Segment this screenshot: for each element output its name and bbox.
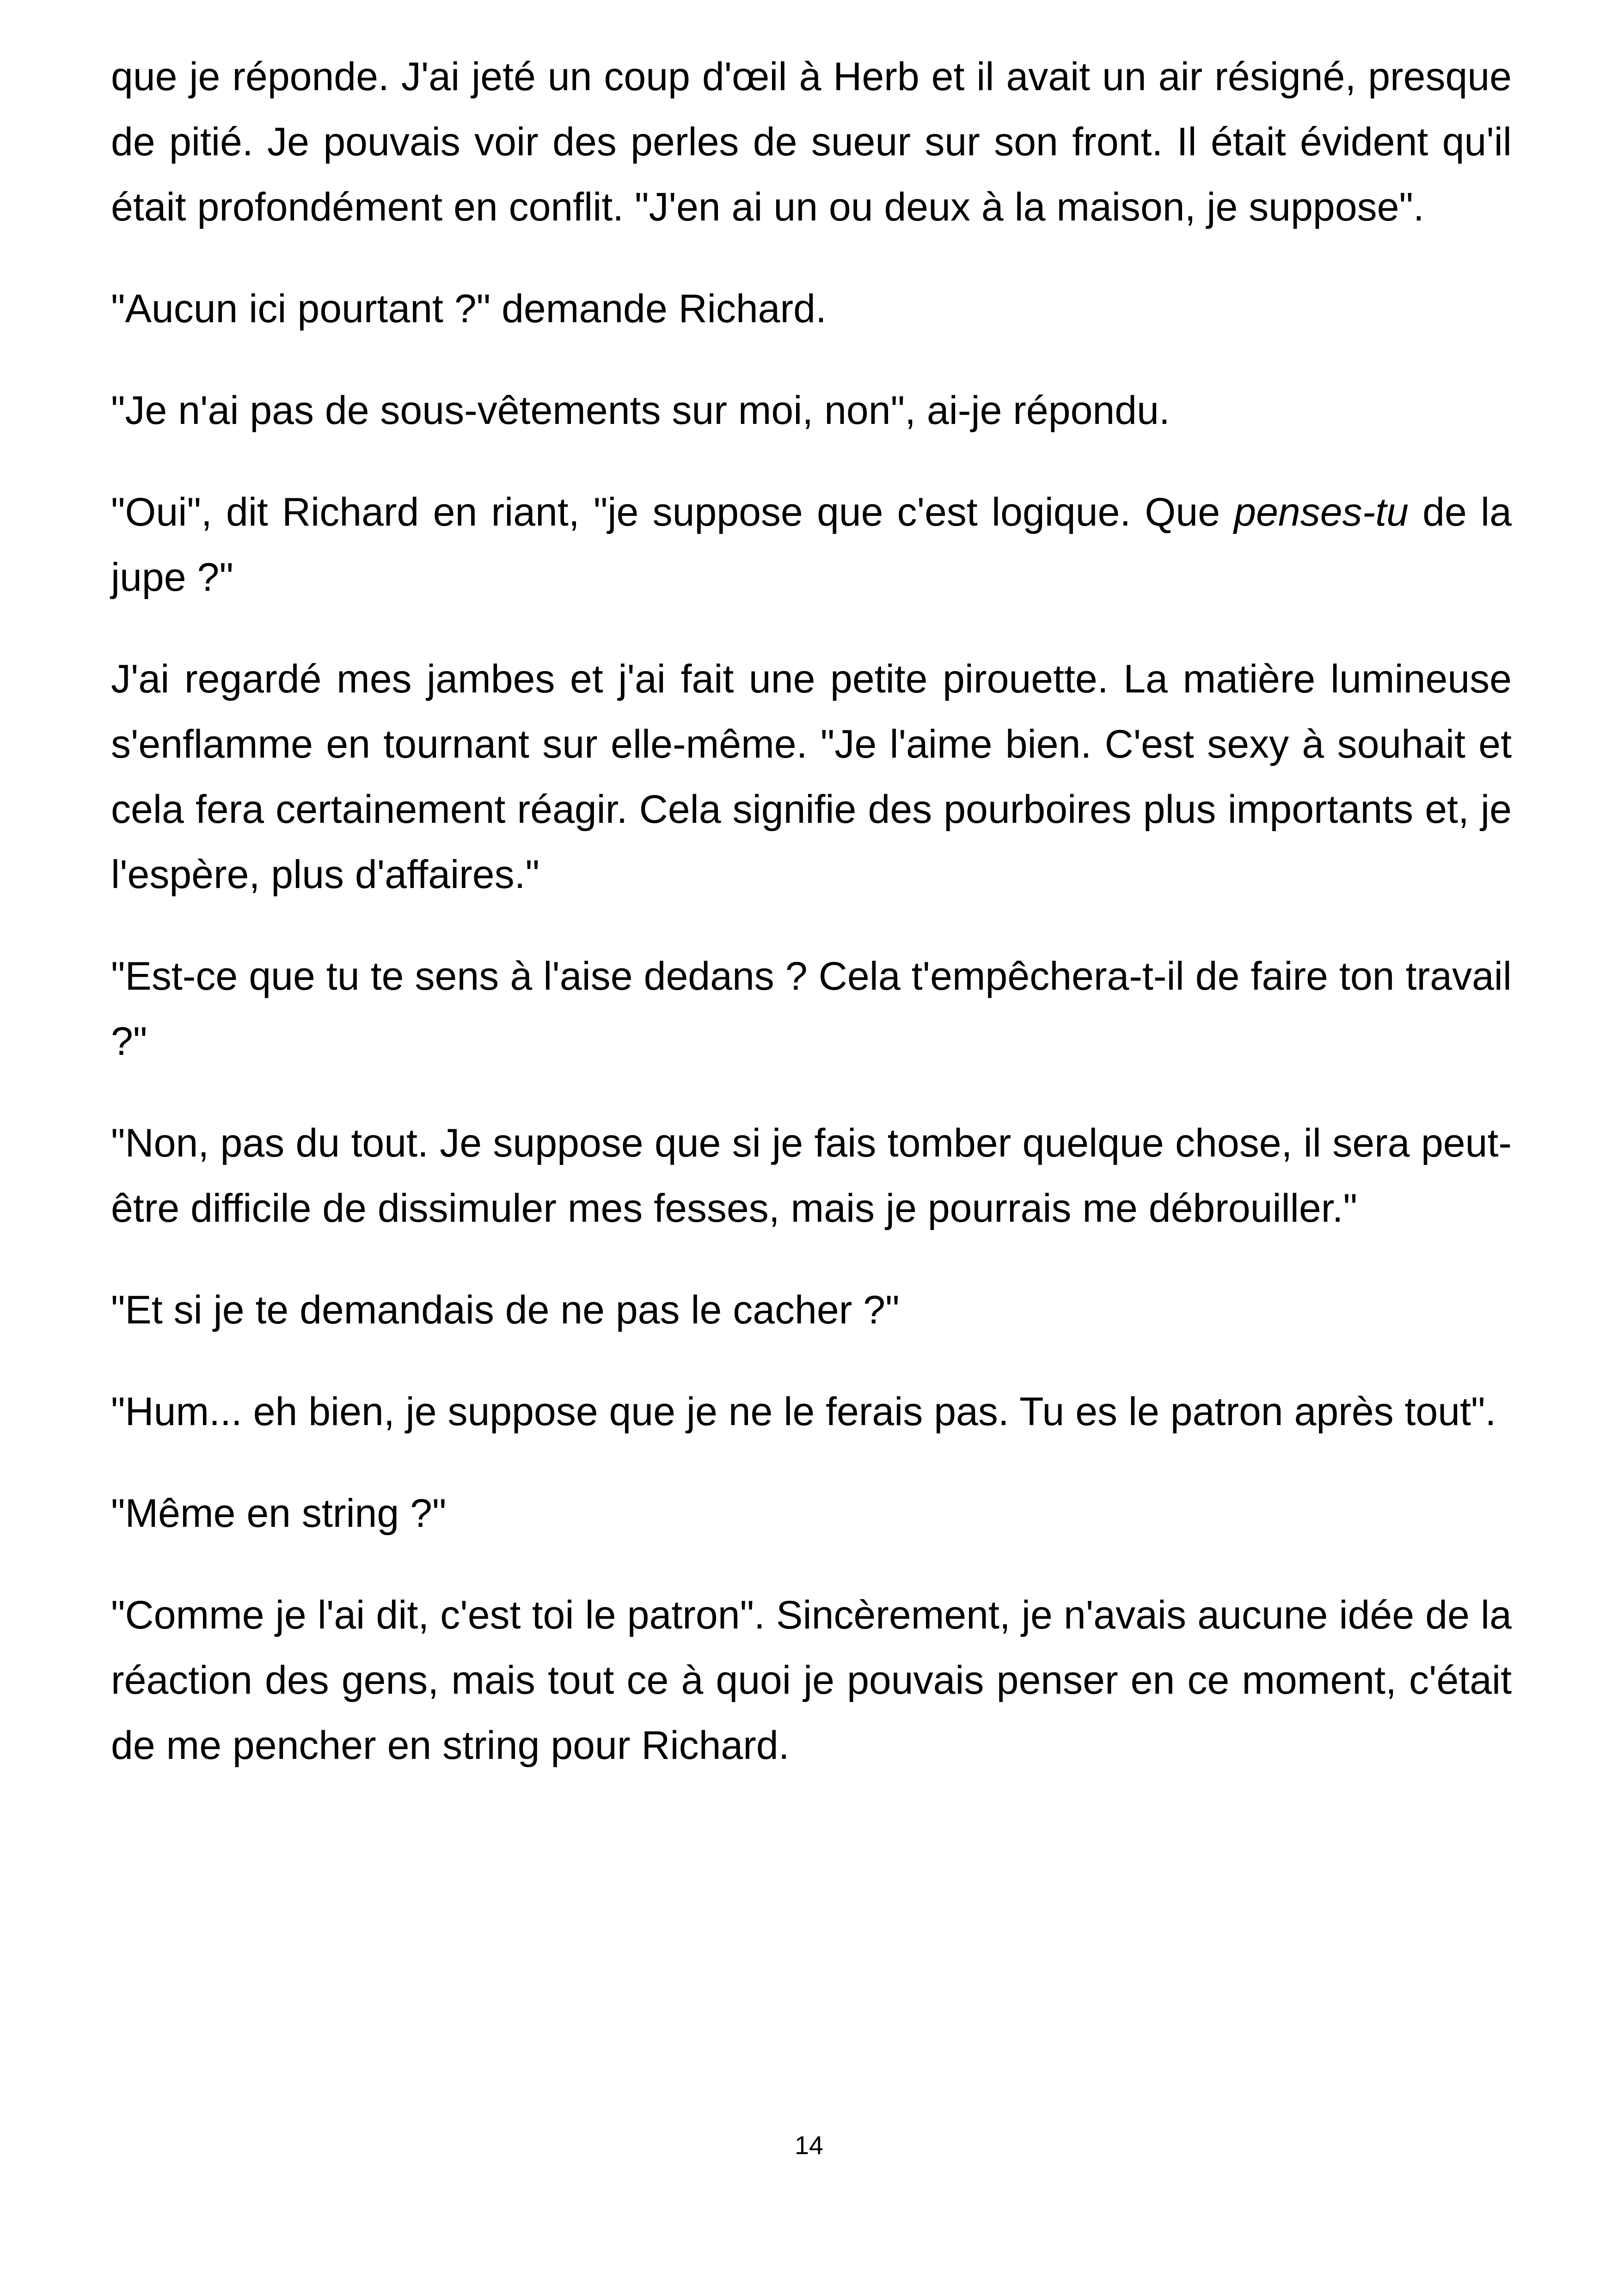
paragraph: que je réponde. J'ai jeté un coup d'œil à Herb et il avait un air résigné, presque de pitié. Je pouvais voir des perles de sueur sur son front. Il était évident qu'il était profondément en conflit. "J'en ai un ou deux à la maison, je suppose". [111, 55, 1512, 229]
body-text [111, 44, 1512, 1815]
paragraph: "Même en string ?" [111, 1491, 447, 1536]
paragraph: "Aucun ici pourtant ?" demande Richard. [111, 287, 827, 331]
paragraph: "Je n'ai pas de sous-vêtements sur moi, non", ai-je répondu. [111, 388, 1170, 433]
paragraph-text: "Oui", dit Richard en riant, "je suppose que c'est logique. Que [111, 490, 1234, 534]
paragraph-text: de la jupe ?" [111, 490, 1512, 600]
paragraph: J'ai regardé mes jambes et j'ai fait une petite pirouette. La matière lumineuse s'enflamme en tournant sur elle-même. "Je l'aime bien. C'est sexy à souhait et cela fera certainement réagir. Cela signifie des pourboires plus importants et, je l'espère, plus d'affaires." [111, 657, 1512, 897]
paragraph: "Et si je te demandais de ne pas le cacher ?" [111, 1288, 900, 1332]
paragraph: "Comme je l'ai dit, c'est toi le patron". Sincèrement, je n'avais aucune idée de la réaction des gens, mais tout ce à quoi je pouvais penser en ce moment, c'était de me pencher en string pour Richard. [111, 1593, 1512, 1768]
paragraph: "Hum... eh bien, je suppose que je ne le ferais pas. Tu es le patron après tout". [111, 1390, 1496, 1434]
paragraph: "Est-ce que tu te sens à l'aise dedans ? Cela t'empêchera-t-il de faire ton travail ?" [111, 954, 1512, 1064]
paragraph [111, 480, 1512, 610]
page-number: 14 [794, 2131, 824, 2160]
paragraph: "Non, pas du tout. Je suppose que si je fais tomber quelque chose, il sera peut-être difficile de dissimuler mes fesses, mais je pourrais me débrouiller." [111, 1121, 1512, 1231]
emphasized-text: penses-tu [1234, 490, 1409, 534]
